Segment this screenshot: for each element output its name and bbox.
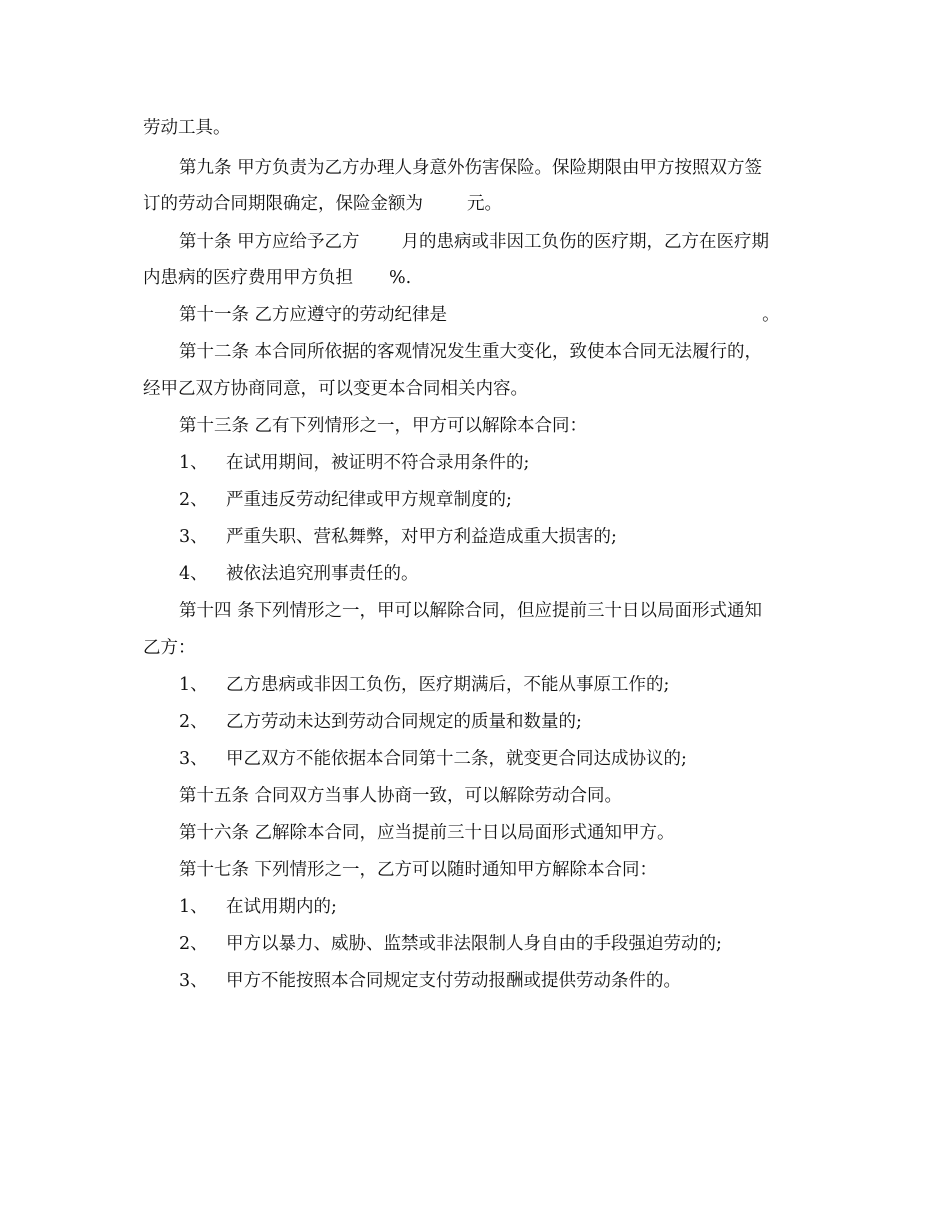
article-15 bbox=[179, 784, 844, 808]
text: 。 bbox=[762, 305, 780, 325]
list-item bbox=[179, 451, 844, 475]
text: 第十三条 乙有下列情形之一，甲方可以解除本合同： bbox=[179, 416, 588, 436]
item-text: 在试用期间，被证明不符合录用条件的; bbox=[226, 453, 530, 473]
text: 第九条 甲方负责为乙方办理人身意外伤害保险。保险期限由甲方按照双方签 bbox=[179, 158, 763, 178]
text: 订的劳动合同期限确定，保险金额为 bbox=[143, 194, 423, 214]
list-item bbox=[179, 562, 844, 586]
text: 第十五条 合同双方当事人协商一致，可以解除劳动合同。 bbox=[179, 786, 623, 806]
list-item bbox=[179, 710, 844, 734]
text: 乙方： bbox=[143, 638, 196, 658]
article-12-line-2 bbox=[143, 377, 808, 401]
article-10-line-2 bbox=[143, 266, 808, 290]
item-number: 1、 bbox=[179, 675, 208, 695]
list-item bbox=[179, 747, 844, 771]
item-number: 4、 bbox=[179, 564, 208, 584]
text: %. bbox=[389, 268, 412, 288]
text: 元。 bbox=[467, 194, 502, 214]
list-item bbox=[179, 673, 844, 697]
list-item bbox=[179, 525, 844, 549]
article-9-line-2 bbox=[143, 192, 808, 216]
text: 第十条 甲方应给予乙方 bbox=[179, 232, 360, 252]
article-16 bbox=[179, 821, 844, 845]
text: 第十二条 本合同所依据的客观情况发生重大变化，致使本合同无法履行的， bbox=[179, 342, 763, 362]
item-text: 严重违反劳动纪律或甲方规章制度的; bbox=[226, 490, 512, 510]
text: 第十七条 下列情形之一，乙方可以随时通知甲方解除本合同： bbox=[179, 860, 658, 880]
text: 第十一条 乙方应遵守的劳动纪律是 bbox=[179, 305, 448, 325]
text: 内患病的医疗费用甲方负担 bbox=[143, 268, 353, 288]
item-text: 甲乙双方不能依据本合同第十二条，就变更合同达成协议的; bbox=[226, 749, 687, 769]
item-number: 2、 bbox=[179, 712, 208, 732]
item-number: 3、 bbox=[179, 971, 208, 991]
item-number: 2、 bbox=[179, 490, 208, 510]
item-text: 甲方以暴力、威胁、监禁或非法限制人身自由的手段强迫劳动的; bbox=[226, 934, 722, 954]
item-text: 乙方劳动未达到劳动合同规定的质量和数量的; bbox=[226, 712, 582, 732]
article-11 bbox=[179, 303, 844, 327]
article-10-line-1 bbox=[179, 230, 844, 254]
list-item bbox=[179, 969, 844, 993]
item-text: 甲方不能按照本合同规定支付劳动报酬或提供劳动条件的。 bbox=[226, 971, 681, 991]
item-text: 严重失职、营私舞弊，对甲方利益造成重大损害的; bbox=[226, 527, 617, 547]
item-text: 在试用期内的; bbox=[226, 897, 337, 917]
list-item bbox=[179, 932, 844, 956]
text: 第十六条 乙解除本合同，应当提前三十日以局面形式通知甲方。 bbox=[179, 823, 675, 843]
item-number: 3、 bbox=[179, 749, 208, 769]
list-item bbox=[179, 488, 844, 512]
item-number: 2、 bbox=[179, 934, 208, 954]
article-9-line-1 bbox=[179, 156, 844, 180]
item-number: 1、 bbox=[179, 453, 208, 473]
text: 劳动工具。 bbox=[143, 118, 231, 138]
article-13-title bbox=[179, 414, 844, 438]
article-14-line-1 bbox=[179, 599, 844, 623]
paragraph-tools-end bbox=[143, 116, 808, 140]
item-number: 1、 bbox=[179, 897, 208, 917]
article-12-line-1 bbox=[179, 340, 844, 364]
article-17-title bbox=[179, 858, 844, 882]
text: 经甲乙双方协商同意，可以变更本合同相关内容。 bbox=[143, 379, 528, 399]
list-item bbox=[179, 895, 844, 919]
item-text: 被依法追究刑事责任的。 bbox=[226, 564, 419, 584]
item-number: 3、 bbox=[179, 527, 208, 547]
item-text: 乙方患病或非因工负伤，医疗期满后，不能从事原工作的; bbox=[226, 675, 670, 695]
article-14-line-2 bbox=[143, 636, 808, 660]
text: 月的患病或非因工负伤的医疗期，乙方在医疗期 bbox=[401, 232, 770, 252]
text: 第十四 条下列情形之一，甲可以解除合同，但应提前三十日以局面形式通知 bbox=[179, 601, 763, 621]
